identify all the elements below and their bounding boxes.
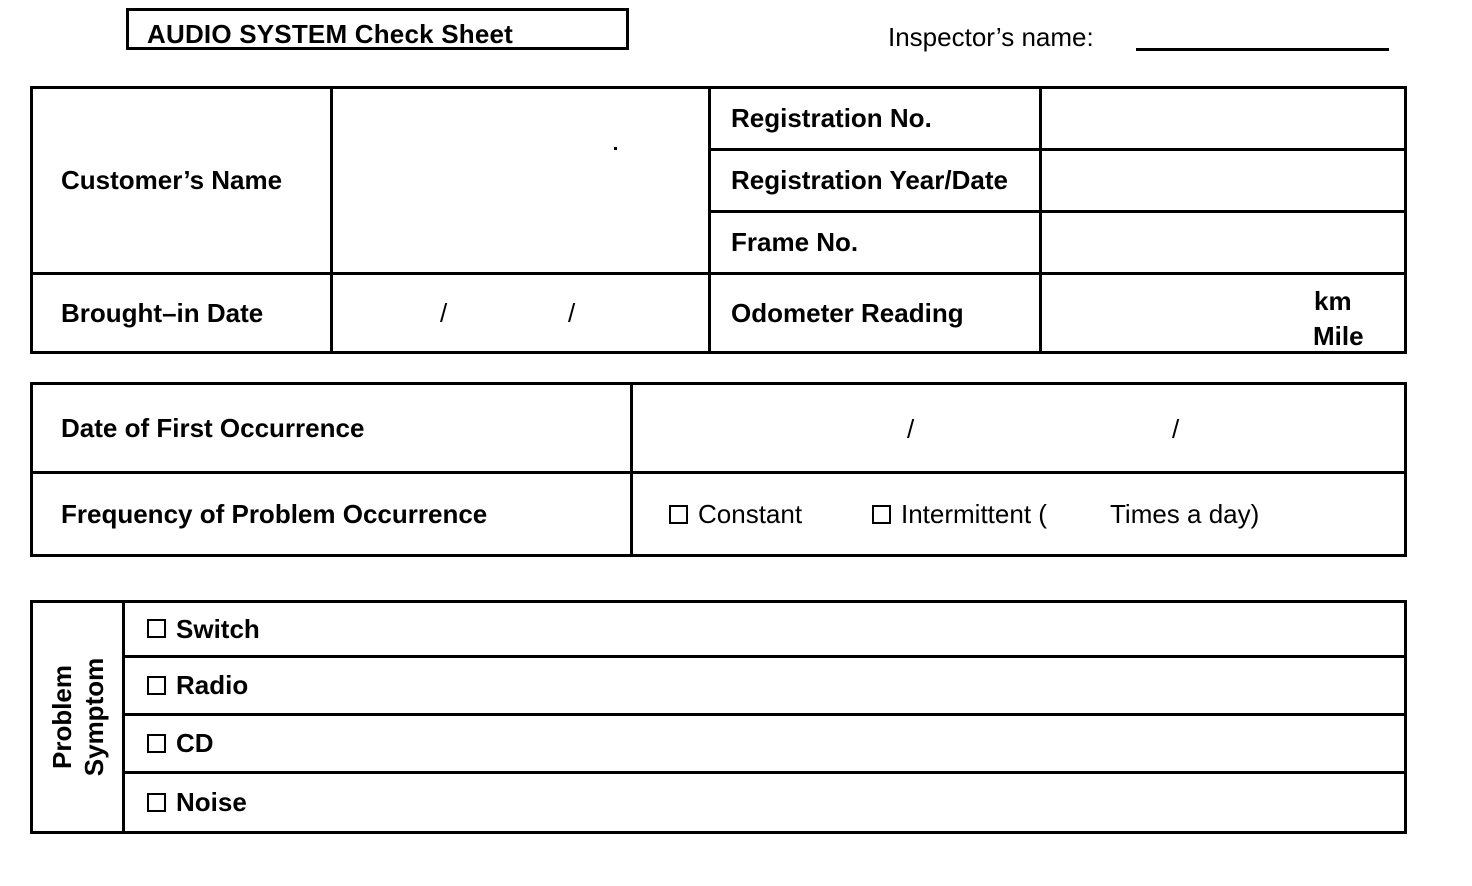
frame-no-field[interactable] xyxy=(1041,212,1406,274)
odometer-field[interactable] xyxy=(1041,274,1406,353)
registration-year-label: Registration Year/Date xyxy=(710,150,1041,212)
symptom-label: CD xyxy=(176,728,214,758)
registration-year-field[interactable] xyxy=(1041,150,1406,212)
odometer-label: Odometer Reading xyxy=(710,274,1041,353)
checkbox[interactable] xyxy=(147,676,166,695)
registration-no-label: Registration No. xyxy=(710,88,1041,150)
checkbox[interactable] xyxy=(147,793,166,812)
symptom-switch[interactable] xyxy=(124,602,1406,657)
vehicle-info-table xyxy=(30,86,1407,354)
registration-no-field[interactable] xyxy=(1041,88,1406,150)
symptom-label: Switch xyxy=(176,613,260,644)
frequency-label: Frequency of Problem Occurrence xyxy=(32,473,632,556)
times-a-day-label: Times a day) xyxy=(1110,499,1260,529)
brought-in-date-label: Brought–in Date xyxy=(32,274,332,353)
date-separator: / xyxy=(907,414,915,444)
date-separator: / xyxy=(568,298,576,328)
brought-in-date-field[interactable] xyxy=(332,274,710,353)
intermittent-label: Intermittent ( xyxy=(901,499,1047,529)
first-occurrence-label: Date of First Occurrence xyxy=(32,384,632,473)
checkbox[interactable] xyxy=(872,505,891,524)
first-occurrence-field[interactable] xyxy=(632,384,1406,473)
customer-name-field[interactable] xyxy=(332,88,710,274)
frame-no-label: Frame No. xyxy=(710,212,1041,274)
unit-km: km xyxy=(1314,286,1352,316)
customer-name-label: Customer’s Name xyxy=(32,88,332,274)
problem-symptom-heading xyxy=(32,602,124,833)
checkbox[interactable] xyxy=(147,734,166,753)
date-separator: / xyxy=(440,298,448,328)
unit-mile: Mile xyxy=(1313,321,1364,351)
inspector-name-label: Inspector’s name: xyxy=(888,22,1094,52)
checkbox[interactable] xyxy=(669,505,688,524)
symptom-noise[interactable] xyxy=(124,773,1406,833)
checkbox[interactable] xyxy=(147,619,166,638)
title-box xyxy=(126,8,629,50)
inspector-name-field[interactable] xyxy=(1136,48,1389,51)
frequency-field xyxy=(632,473,1406,556)
heading-line: Problem xyxy=(46,664,77,770)
problem-symptom-table xyxy=(30,600,1407,834)
symptom-radio[interactable] xyxy=(124,657,1406,715)
symptom-cd[interactable] xyxy=(124,715,1406,773)
heading-line: Symptom xyxy=(78,657,109,777)
symptom-label: Radio xyxy=(176,670,249,700)
constant-option[interactable] xyxy=(669,499,802,530)
constant-label: Constant xyxy=(698,499,803,529)
date-separator: / xyxy=(1172,414,1180,444)
occurrence-table xyxy=(30,382,1407,557)
stray-dot xyxy=(614,147,617,150)
intermittent-option[interactable] xyxy=(872,499,1047,530)
symptom-label: Noise xyxy=(176,787,247,817)
sheet-title: AUDIO SYSTEM Check Sheet xyxy=(147,19,513,49)
